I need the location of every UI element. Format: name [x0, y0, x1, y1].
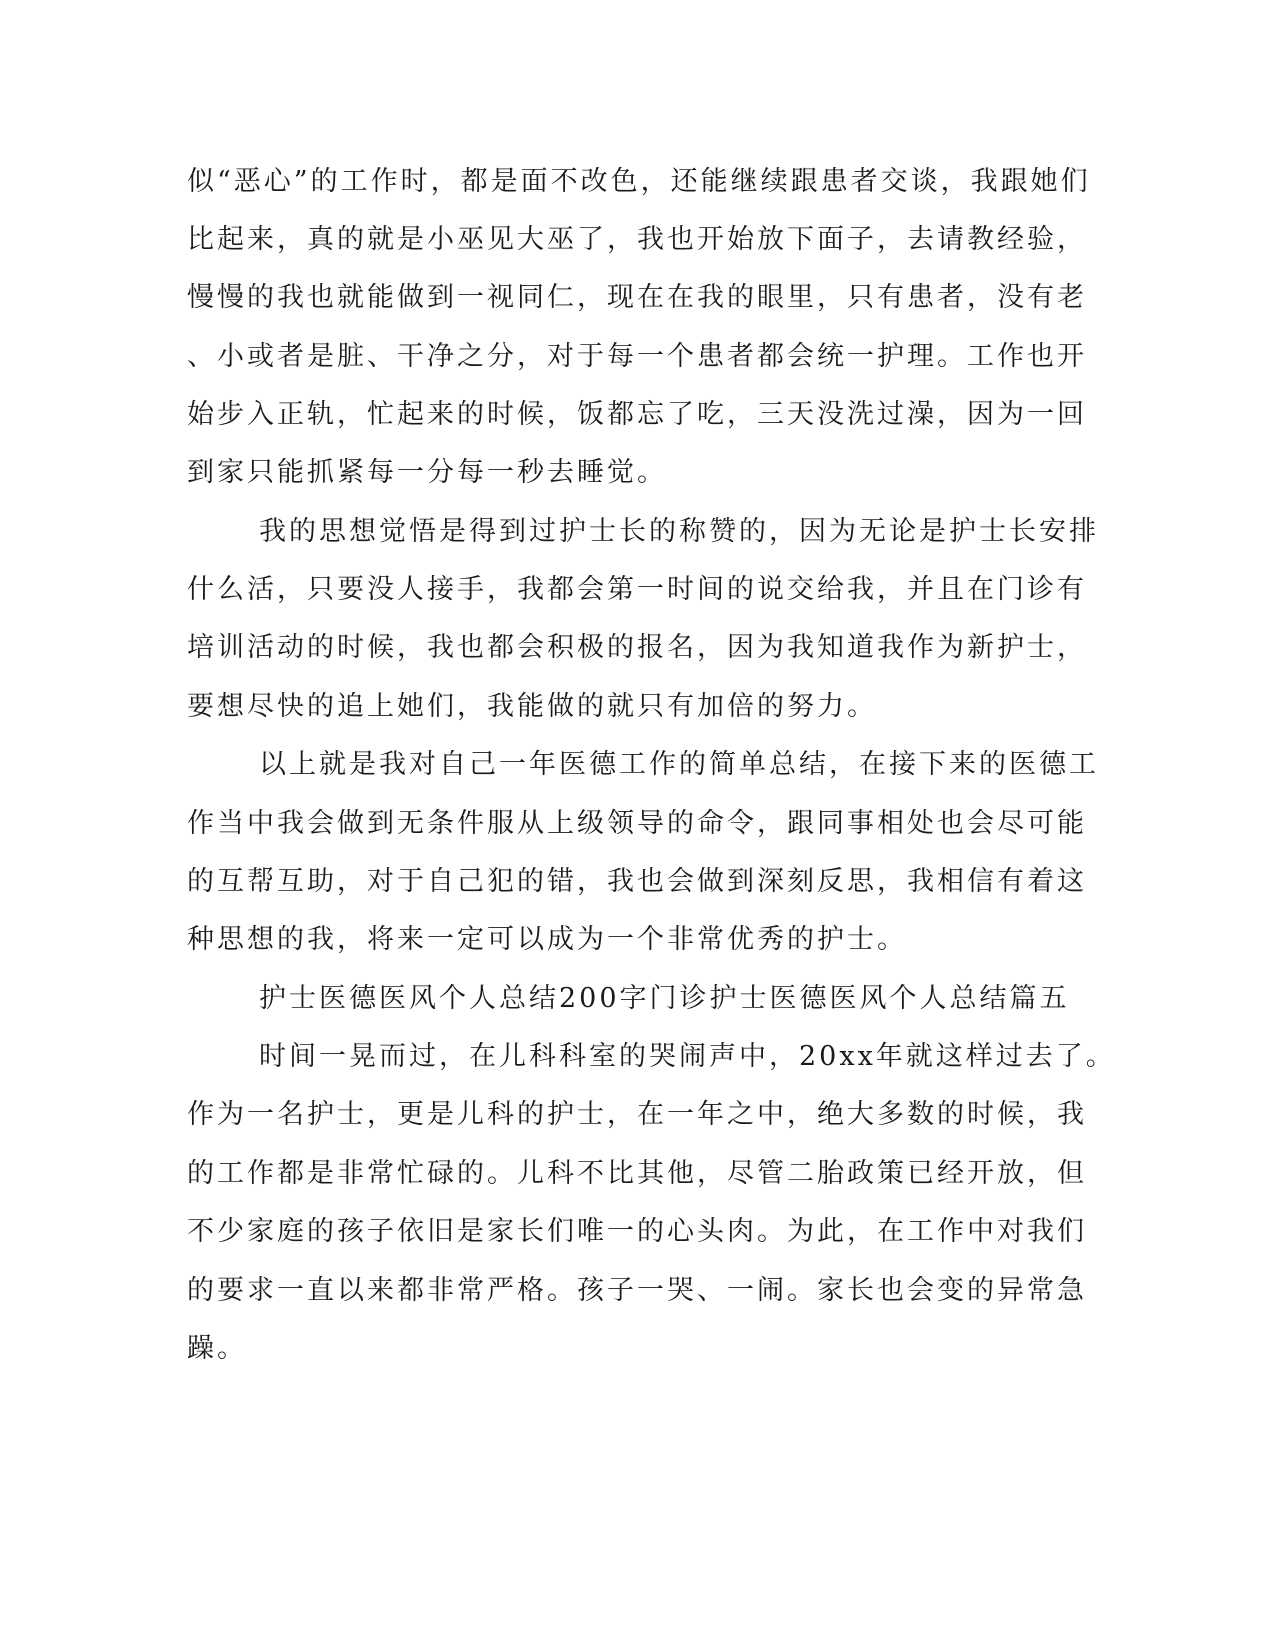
text-line: 培训活动的时候，我也都会积极的报名，因为我知道我作为新护士， [187, 632, 1087, 663]
text-line: 作为一名护士，更是儿科的护士，在一年之中，绝大多数的时候，我 [187, 1099, 1087, 1130]
text-line: 不少家庭的孩子依旧是家长们唯一的心头肉。为此，在工作中对我们 [187, 1216, 1087, 1247]
text-line: 的工作都是非常忙碌的。儿科不比其他，尽管二胎政策已经开放，但 [187, 1158, 1087, 1189]
text-line: 以上就是我对自己一年医德工作的简单总结，在接下来的医德工 [259, 749, 1099, 780]
text-line: 比起来，真的就是小巫见大巫了，我也开始放下面子，去请教经验， [187, 224, 1087, 255]
text-line: 种思想的我，将来一定可以成为一个非常优秀的护士。 [187, 924, 907, 955]
text-line: 躁。 [187, 1333, 247, 1364]
text-line: 到家只能抓紧每一分每一秒去睡觉。 [187, 457, 667, 488]
text-line: 我的思想觉悟是得到过护士长的称赞的，因为无论是护士长安排 [259, 516, 1099, 547]
text-line: 的要求一直以来都非常严格。孩子一哭、一闹。家长也会变的异常急 [187, 1275, 1087, 1306]
text-line: 要想尽快的追上她们，我能做的就只有加倍的努力。 [187, 691, 877, 722]
text-line: 作当中我会做到无条件服从上级领导的命令，跟同事相处也会尽可能 [187, 808, 1087, 839]
text-line: 的互帮互助，对于自己犯的错，我也会做到深刻反思，我相信有着这 [187, 866, 1087, 897]
section-heading: 护士医德医风个人总结200字门诊护士医德医风个人总结篇五 [259, 983, 1070, 1014]
text-line: 始步入正轨，忙起来的时候，饭都忘了吃，三天没洗过澡，因为一回 [187, 399, 1087, 430]
text-line: 时间一晃而过，在儿科科室的哭闹声中，20xx年就这样过去了。 [259, 1041, 1116, 1072]
text-line: 似“恶心”的工作时，都是面不改色，还能继续跟患者交谈，我跟她们 [187, 166, 1091, 197]
text-line: 慢慢的我也就能做到一视同仁，现在在我的眼里，只有患者，没有老 [187, 282, 1087, 313]
text-line: 、小或者是脏、干净之分，对于每一个患者都会统一护理。工作也开 [187, 341, 1087, 372]
text-line: 什么活，只要没人接手，我都会第一时间的说交给我，并且在门诊有 [187, 574, 1087, 605]
